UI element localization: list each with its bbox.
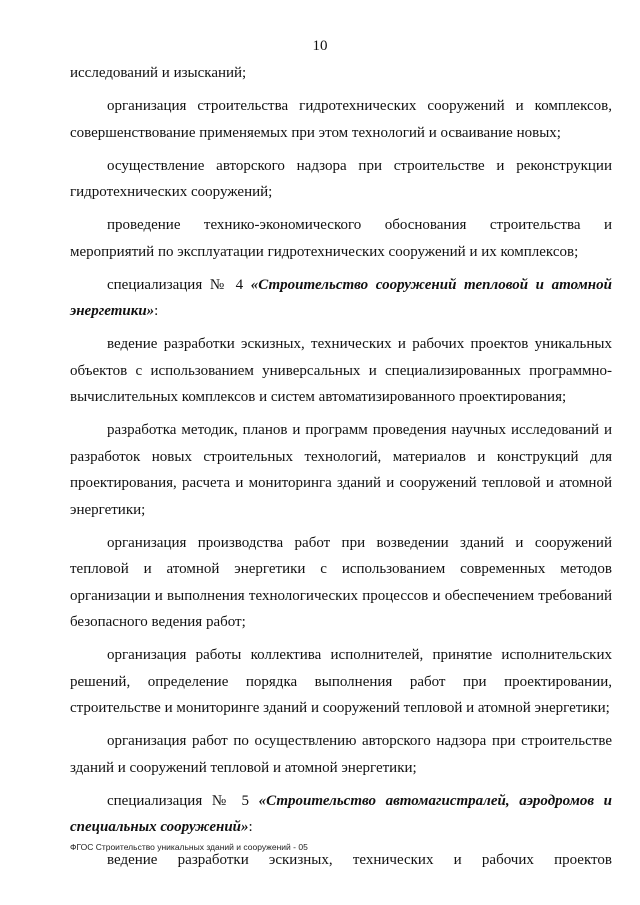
specialization-5-heading [70,788,612,841]
specialization-5-prefix: специализация № 5 [107,792,259,809]
specialization-4-title: «Строительство сооружений тепловой и атомной энергетики» [70,276,612,319]
paragraph-design-continued: ведение разработки эскизных, технических и рабочих проектов [107,852,612,868]
specialization-4-heading [70,272,612,325]
paragraph-production-organization: организация производства работ при возведении зданий и сооружений тепловой и атомной энергетики с использованием современных методов организации и выполнения технологических процессов и обеспечением требований безопасного ведения работ; [70,534,612,630]
paragraph-hydro-supervision: осуществление авторского надзора при строительстве и реконструкции гидротехнических сооружений; [70,157,612,200]
page-number: 10 [312,38,328,54]
paragraph-continuation: исследований и изысканий; [70,65,247,81]
paragraph-team-organization: организация работы коллектива исполнителей, принятие исполнительских решений, определение порядка выполнения работ при проектировании, строительстве и мониторинге зданий и сооружений тепловой и атомной энергетики; [70,647,612,716]
document-body [70,60,612,880]
specialization-5-title: «Строительство автомагистралей, аэродромов и специальных сооружений» [70,792,612,835]
paragraph-hydro-feasibility: проведение технико-экономического обоснования строительства и мероприятий по эксплуатации гидротехнических сооружений и их комплексов; [70,217,612,260]
page-footer: ФГОС Строительство уникальных зданий и сооружений - 05 [70,842,308,852]
paragraph-design-development: ведение разработки эскизных, технических и рабочих проектов уникальных объектов с использованием универсальных и специализированных программно-вычислительных комплексов и систем автоматизированного проектирования; [70,336,612,405]
specialization-4-suffix: : [154,303,159,319]
specialization-5-suffix: : [248,819,253,835]
paragraph-hydro-construction: организация строительства гидротехнических сооружений и комплексов, совершенствование применяемых при этом технологий и осваивание новых; [70,98,612,141]
paragraph-research-methods: разработка методик, планов и программ проведения научных исследований и разработок новых строительных технологий, материалов и конструкций для проектирования, расчета и мониторинга зданий и сооружений тепловой и атомной энергетики; [70,422,612,518]
specialization-4-prefix: специализация № 4 [107,276,251,293]
paragraph-author-supervision: организация работ по осуществлению авторского надзора при строительстве зданий и сооружений тепловой и атомной энергетики; [70,733,612,776]
